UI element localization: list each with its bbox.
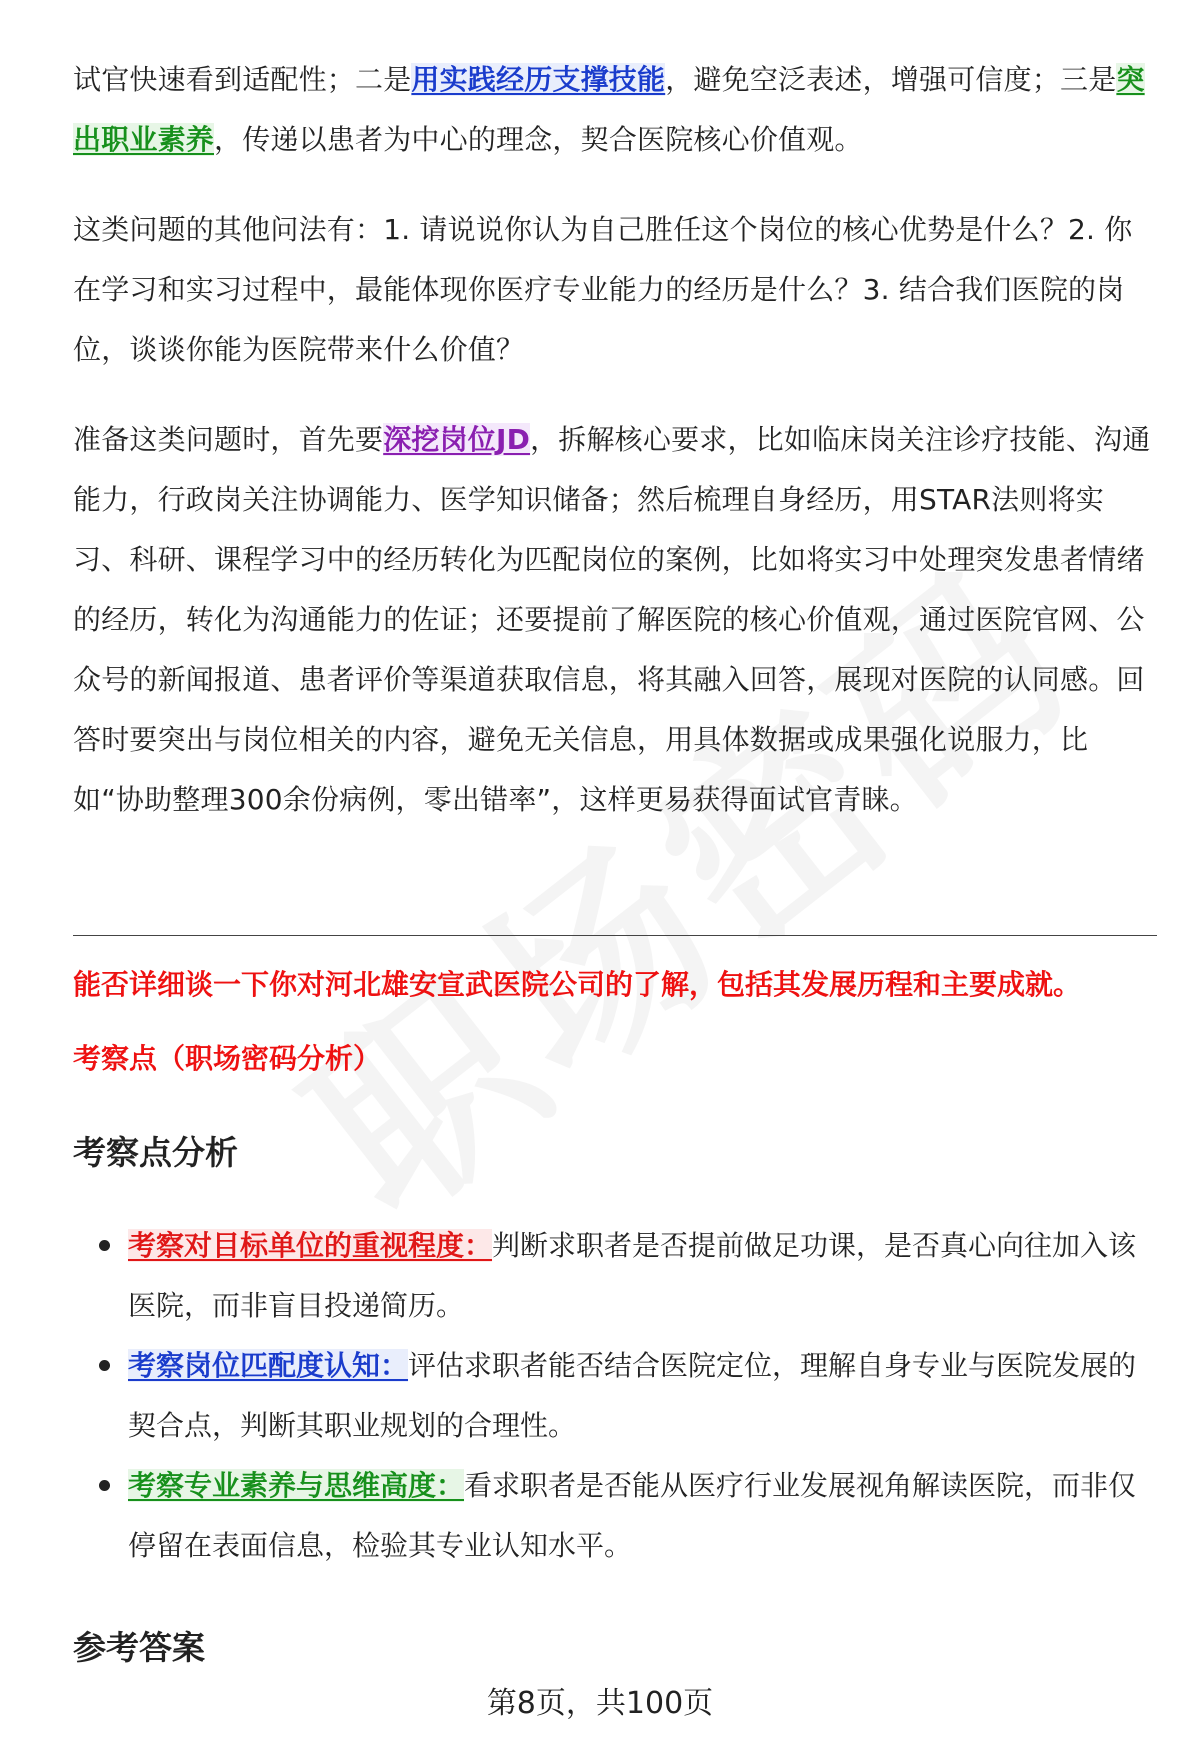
bullet-icon <box>99 1480 110 1491</box>
section-divider <box>73 935 1157 936</box>
intro-text-3: ，传递以患者为中心的理念，契合医院核心价值观。 <box>214 123 863 156</box>
prep-text-2: ，拆解核心要求，比如临床岗关注诊疗技能、沟通能力，行政岗关注协调能力、医学知识储备；然后梳理自身经历，用STAR法则将实习、科研、课程学习中的经历转化为匹配岗位的案例，比如将实习中处理突发患者情绪的经历，转化为沟通能力的佐证；还要提前了解医院的核心价值观，通过医院官网、公众号的新闻报道、患者评价等渠道获取信息，将其融入回答，展现对医院的认同感。回答时要突出与岗位相关的内容，避免无关信息，用具体数据或成果强化说服力，比如“协助整理300余份病例，零出错率”，这样更易获得面试官青睐。 <box>73 423 1151 816</box>
intro-text-2: ，避免空泛表述，增强可信度；三是 <box>665 63 1117 96</box>
bullet-label: 考察岗位匹配度认知： <box>128 1349 409 1382</box>
interview-question: 能否详细谈一下你对河北雄安宣武医院公司的了解，包括其发展历程和主要成就。 <box>73 968 1082 1001</box>
list-item <box>73 1456 1157 1576</box>
answer-heading: 参考答案 <box>73 1628 205 1667</box>
preparation-paragraph <box>73 410 1153 830</box>
intro-paragraph <box>73 50 1153 170</box>
highlight-professionalism: 突出职业素养 <box>73 63 1145 156</box>
bullet-text: 看求职者是否能从医疗行业发展视角解读医院，而非仅停留在表面信息，检验其专业认知水平。 <box>128 1469 1137 1562</box>
intro-text-1: 试官快速看到适配性；二是 <box>73 63 412 96</box>
bullet-label: 考察对目标单位的重视程度： <box>128 1229 493 1262</box>
other-questions-paragraph: 这类问题的其他问法有：1. 请说说你认为自己胜任这个岗位的核心优势是什么？2. 你在学习和实习过程中，最能体现你医疗专业能力的经历是什么？3. 结合我们医院的岗位，谈谈你能为医院带来什么价值？ <box>73 213 1133 366</box>
analysis-heading: 考察点分析 <box>73 1133 238 1172</box>
bullet-text: 判断求职者是否提前做足功课，是否真心向往加入该医院，而非盲目投递简历。 <box>128 1229 1137 1322</box>
bullet-icon <box>99 1360 110 1371</box>
bullet-label: 考察专业素养与思维高度： <box>128 1469 465 1502</box>
analysis-list <box>73 1216 1157 1576</box>
prep-text-1: 准备这类问题时，首先要 <box>73 423 384 456</box>
bullet-text: 评估求职者能否结合医院定位，理解自身专业与医院发展的契合点，判断其职业规划的合理性。 <box>128 1349 1137 1442</box>
list-item <box>73 1336 1157 1456</box>
page-footer: 第8页，共100页 <box>486 1686 714 1721</box>
highlight-jd: 深挖岗位JD <box>383 423 531 456</box>
highlight-practice: 用实践经历支撑技能 <box>411 63 666 96</box>
bullet-icon <box>99 1240 110 1251</box>
list-item <box>73 1216 1157 1336</box>
analysis-subheading: 考察点（职场密码分析） <box>73 1042 382 1075</box>
